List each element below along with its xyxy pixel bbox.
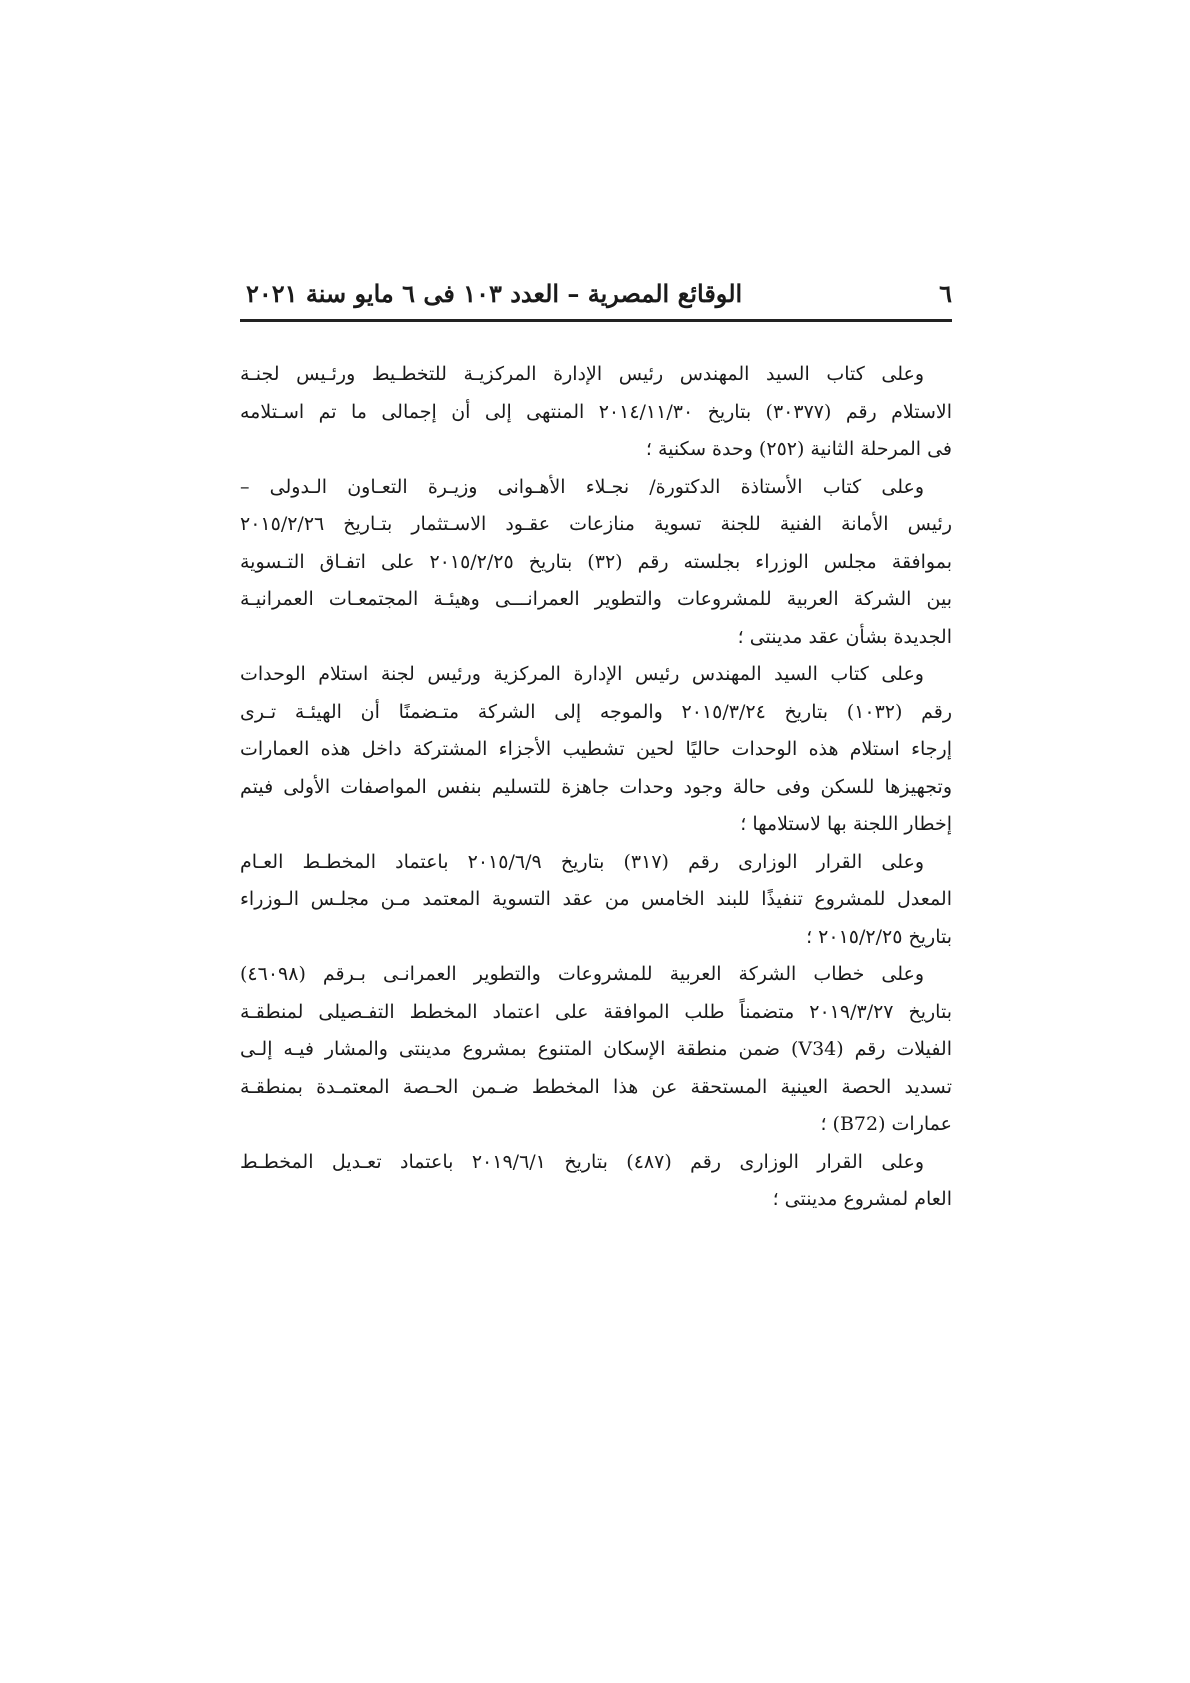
paragraph-2 (240, 469, 952, 657)
paragraph-1 (240, 356, 952, 469)
header-rule (240, 319, 952, 322)
text-line: وعلى خطاب الشركة العربية للمشروعات والتطوير العمرانـى بـرقم (٤٦٠٩٨) (240, 963, 924, 985)
text-line: بتاريخ ٢٠١٥/٢/٢٥ ؛ (806, 925, 952, 948)
paragraph-3 (240, 656, 952, 844)
text-line: إرجاء استلام هذه الوحدات حاليًا لحين تشطيب الأجزاء المشتركة داخل هذه العمارات (240, 738, 952, 760)
text-line: وتجهيزها للسكن وفى حالة وجود وحدات جاهزة للتسليم بنفس المواصفات الأولى فيتم (240, 775, 952, 798)
text-line: الجديدة بشأن عقد مدينتى ؛ (737, 625, 952, 648)
page-header (240, 270, 952, 316)
paragraph-4 (240, 844, 952, 957)
document-body (240, 356, 952, 1219)
text-line: وعلى كتاب السيد المهندس رئيس الإدارة المركزية ورئيس لجنة استلام الوحدات (240, 663, 924, 685)
text-line: الفيلات رقم (V34) ضمن منطقة الإسكان المتنوع بمشروع مدينتى والمشار فيـه إلـى (240, 1038, 952, 1060)
text-line: تسديد الحصة العينية المستحقة عن هذا المخطط ضـمن الحـصة المعتمـدة بمنطقـة (240, 1075, 952, 1098)
text-line: وعلى القرار الوزارى رقم (٣١٧) بتاريخ ٢٠١٥/٦/٩ باعتماد المخطـط العـام (240, 850, 925, 873)
gazette-title: الوقائع المصرية – العدد ١٠٣ فى ٦ مايو سنة ٢٠٢١ (246, 278, 743, 308)
text-line: إخطار اللجنة بها لاستلامها ؛ (740, 813, 952, 835)
text-line: وعلى كتاب الأستاذة الدكتورة/ نجـلاء الأهـوانى وزيـرة التعـاون الـدولى – (240, 475, 924, 498)
text-line: بموافقة مجلس الوزراء بجلسته رقم (٣٢) بتاريخ ٢٠١٥/٢/٢٥ على اتفـاق التـسوية (240, 550, 952, 573)
text-line: بين الشركة العربية للمشروعات والتطوير العمرانـــى وهيئـة المجتمعـات العمرانيـة (240, 588, 952, 610)
text-line: بتاريخ ٢٠١٩/٣/٢٧ متضمناً طلب الموافقة على اعتماد المخطط التفـصيلى لمنطقـة (240, 1000, 952, 1023)
page-number: ٦ (939, 278, 952, 308)
text-line: عمارات (B72) ؛ (820, 1113, 952, 1135)
text-line: العام لمشروع مدينتى ؛ (772, 1188, 952, 1210)
text-line: فى المرحلة الثانية (٢٥٢) وحدة سكنية ؛ (645, 438, 952, 460)
text-line: وعلى كتاب السيد المهندس رئيس الإدارة المركزيـة للتخطـيط ورئـيس لجنـة (240, 363, 924, 385)
text-line: رئيس الأمانة الفنية للجنة تسوية منازعات عقـود الاسـتثمار بتـاريخ ٢٠١٥/٢/٢٦ (240, 513, 952, 535)
text-line: الاستلام رقم (٣٠٣٧٧) بتاريخ ٢٠١٤/١١/٣٠ المنتهى إلى أن إجمالى ما تم اسـتلامه (240, 400, 952, 423)
text-line: رقم (١٠٣٢) بتاريخ ٢٠١٥/٣/٢٤ والموجه إلى الشركة متـضمنًا أن الهيئـة تـرى (240, 700, 952, 723)
paragraph-6 (240, 1144, 952, 1219)
text-line: وعلى القرار الوزارى رقم (٤٨٧) بتاريخ ٢٠١٩/٦/١ باعتماد تعـديل المخطـط (240, 1150, 924, 1173)
text-line: المعدل للمشروع تنفيذًا للبند الخامس من عقد التسوية المعتمد مـن مجلـس الـوزراء (240, 888, 952, 910)
paragraph-5 (240, 956, 952, 1144)
